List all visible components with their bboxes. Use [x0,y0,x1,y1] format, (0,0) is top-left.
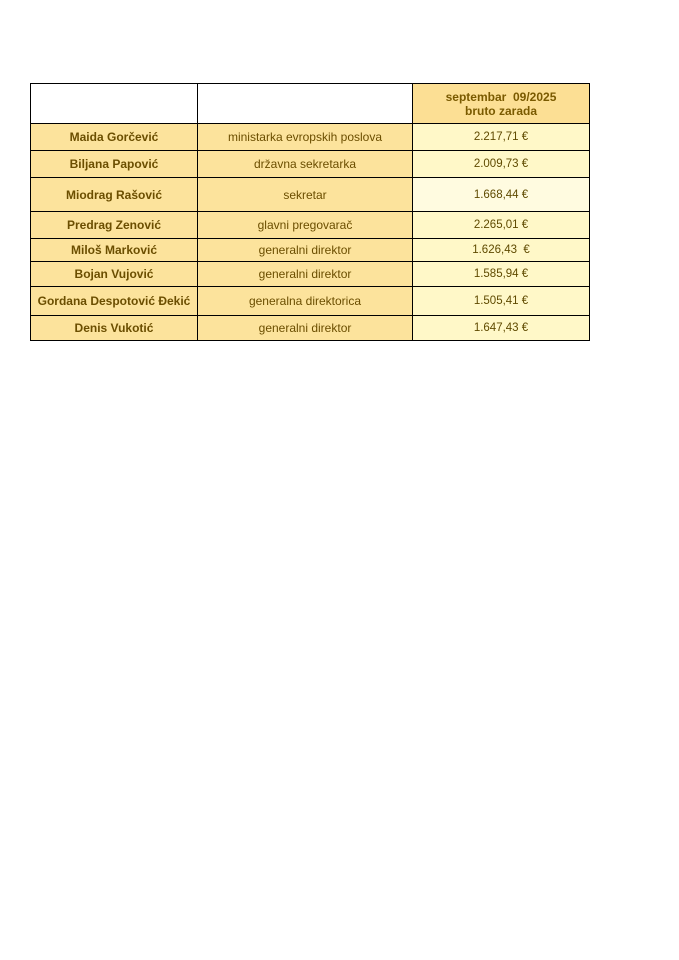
header-salary-cell [413,84,590,124]
table-row [31,178,590,212]
header-salary-label: bruto zarada [464,103,537,118]
employee-salary: 1.585,94 € [413,262,590,287]
employee-salary: 1.505,41 € [413,287,590,316]
employee-position: sekretar [198,178,413,212]
employee-position: ministarka evropskih poslova [198,124,413,151]
employee-name: Miloš Marković [31,239,198,262]
employee-salary: 2.217,71 € [413,124,590,151]
employee-salary: 2.265,01 € [413,212,590,239]
employee-position: generalni direktor [198,262,413,287]
table-row [31,287,590,316]
employee-name: Bojan Vujović [31,262,198,287]
salary-table [30,83,590,341]
employee-name: Predrag Zenović [31,212,198,239]
employee-position: glavni pregovarač [198,212,413,239]
employee-position: generalni direktor [198,239,413,262]
employee-name: Biljana Papović [31,151,198,178]
employee-name: Miodrag Rašović [31,178,198,212]
table-row [31,316,590,341]
employee-name: Maida Gorčević [31,124,198,151]
table-row [31,212,590,239]
employee-position: generalni direktor [198,316,413,341]
table-row [31,239,590,262]
table-row [31,262,590,287]
employee-salary: 1.626,43 € [413,239,590,262]
employee-position: državna sekretarka [198,151,413,178]
table-row [31,124,590,151]
employee-salary: 2.009,73 € [413,151,590,178]
employee-salary: 1.668,44 € [413,178,590,212]
employee-name: Gordana Despotović Đekić [31,287,198,316]
table-row [31,151,590,178]
employee-salary: 1.647,43 € [413,316,590,341]
employee-name: Denis Vukotić [31,316,198,341]
table-header-row [31,84,590,124]
header-position-cell [198,84,413,124]
header-salary-period: septembar 09/2025 [445,89,557,104]
header-name-cell [31,84,198,124]
employee-position: generalna direktorica [198,287,413,316]
